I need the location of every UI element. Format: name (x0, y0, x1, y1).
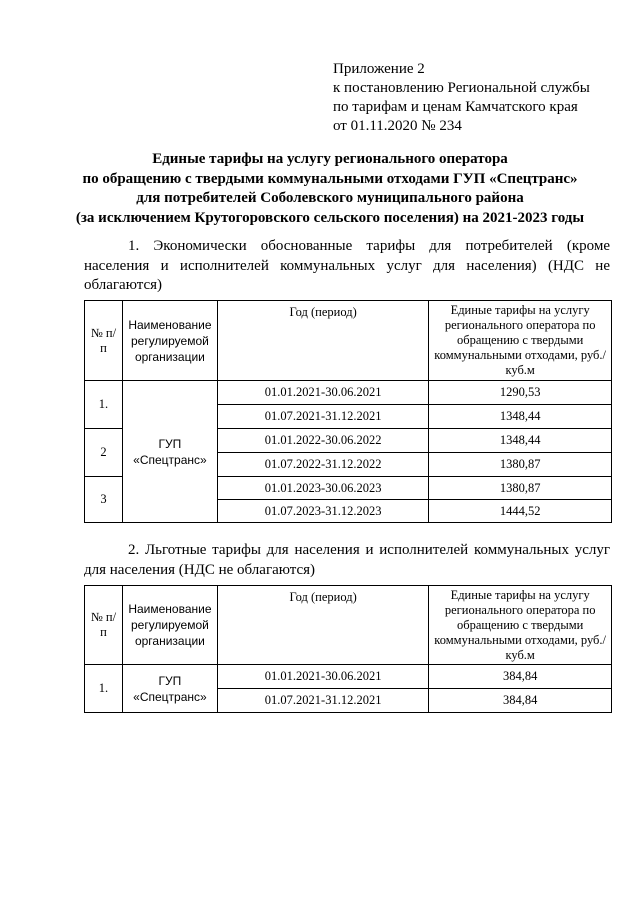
period-cell: 01.01.2023-30.06.2023 (217, 477, 428, 500)
org-name: ГУП «Спецтранс» (122, 665, 217, 713)
document-title (40, 150, 620, 228)
period-cell: 01.01.2021-30.06.2021 (217, 381, 428, 405)
header-num: № п/п (85, 586, 123, 665)
period-cell: 01.07.2022-31.12.2022 (217, 453, 428, 477)
tariff-value: 1348,44 (429, 429, 612, 453)
title-line: Единые тарифы на услугу регионального оператора (152, 151, 508, 167)
appendix-line: по тарифам и ценам Камчатского края (333, 99, 578, 115)
title-line: (за исключением Крутогоровского сельского поселения) на 2021-2023 годы (75, 209, 585, 226)
table-header-row (85, 301, 612, 381)
header-num: № п/п (85, 301, 123, 381)
tariff-table-economic (84, 300, 612, 523)
tariff-value: 1348,44 (429, 405, 612, 429)
appendix-line: к постановлению Региональной службы (333, 80, 590, 96)
header-org: Наименование регулируемой организации (122, 301, 217, 381)
tariff-value: 1290,53 (429, 381, 612, 405)
tariff-table-preferential (84, 585, 612, 713)
title-line: для потребителей Соболевского муниципального района (136, 190, 524, 206)
header-period: Год (период) (217, 586, 428, 665)
tariff-value: 384,84 (429, 689, 612, 713)
section-2-heading (84, 541, 610, 580)
row-number: 1. (85, 665, 123, 713)
tariff-value: 1380,87 (429, 453, 612, 477)
header-tariff: Единые тарифы на услугу регионального оператора по обращению с твердыми коммунальными отходами, руб./куб.м (429, 586, 612, 665)
period-cell: 01.01.2021-30.06.2021 (217, 665, 428, 689)
section-2-text: 2. Льготные тарифы для населения и исполнителей коммунальных услуг для населения (НДС не облагаются) (84, 542, 610, 578)
tariff-value: 1380,87 (429, 477, 612, 500)
section-1-text: 1. Экономически обоснованные тарифы для потребителей (кроме населения и исполнителей коммунальных услуг для населения) (НДС не облагаются) (84, 238, 610, 293)
period-cell: 01.07.2021-31.12.2021 (217, 689, 428, 713)
table-row (85, 381, 612, 405)
table-header-row (85, 586, 612, 665)
appendix-date: от 01.11.2020 № 234 (333, 118, 462, 134)
appendix-header (333, 60, 590, 136)
row-number: 3 (85, 477, 123, 523)
period-cell: 01.01.2022-30.06.2022 (217, 429, 428, 453)
header-org: Наименование регулируемой организации (122, 586, 217, 665)
header-period: Год (период) (217, 301, 428, 381)
table-row (85, 665, 612, 689)
period-cell: 01.07.2023-31.12.2023 (217, 500, 428, 523)
org-name: ГУП «Спецтранс» (122, 381, 217, 523)
row-number: 2 (85, 429, 123, 477)
tariff-value: 384,84 (429, 665, 612, 689)
period-cell: 01.07.2021-31.12.2021 (217, 405, 428, 429)
section-1-heading (84, 237, 610, 296)
title-line: по обращению с твердыми коммунальными отходами ГУП «Спецтранс» (82, 170, 578, 187)
tariff-value: 1444,52 (429, 500, 612, 523)
row-number: 1. (85, 381, 123, 429)
header-tariff: Единые тарифы на услугу регионального оператора по обращению с твердыми коммунальными отходами, руб./куб.м (429, 301, 612, 381)
appendix-title: Приложение 2 (333, 61, 425, 77)
